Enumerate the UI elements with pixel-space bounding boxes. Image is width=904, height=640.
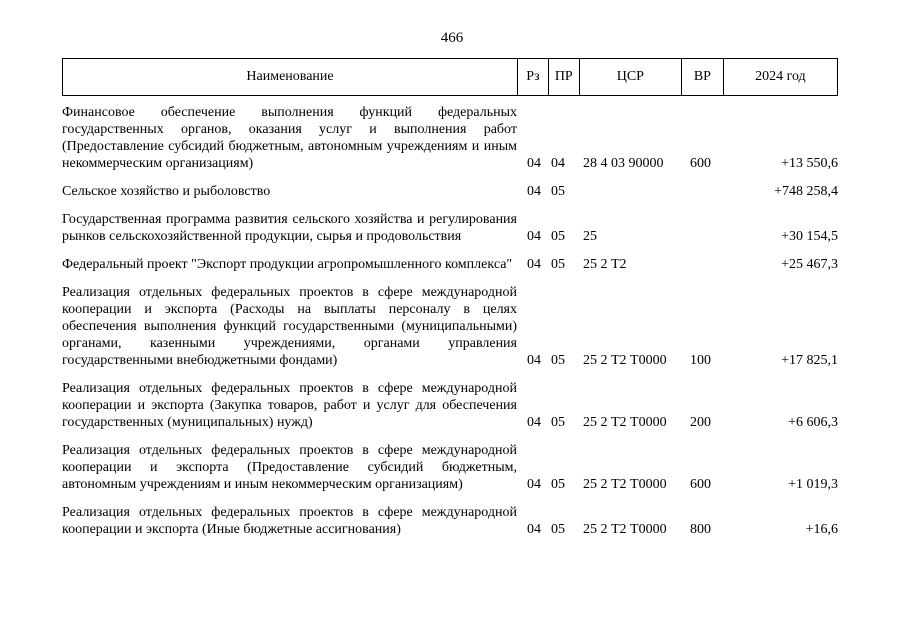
header-rz: Рз [517,59,548,95]
row-name: Реализация отдельных федеральных проектов в сфере международной кооперации и экспорта (Закупка товаров, работ и услуг для обеспечения государственных (муниципальных) нужд) [62,381,517,430]
header-vr: ВР [681,59,723,95]
row-rz: 04 [527,415,541,430]
row-name: Реализация отдельных федеральных проектов в сфере международной кооперации и экспорта (Расходы на выплаты персоналу в целях обеспечения выполнения функций государственными (муниципальными) органами, казенными учреждениями, органами управления государственными внебюджетными фондами) [62,285,517,368]
row-rz: 04 [527,184,541,199]
row-name: Федеральный проект "Экспорт продукции агропромышленного комплекса" [62,257,513,272]
row-pr: 05 [551,184,565,199]
row-pr: 05 [551,477,565,492]
page-number: 466 [440,30,464,46]
row-csr: 25 2 Т2 Т0000 [583,477,667,492]
row-rz: 04 [527,229,541,244]
row-amount: +16,6 [805,522,838,537]
row-amount: +6 606,3 [788,415,838,430]
row-name: Государственная программа развития сельского хозяйства и регулирования рынков сельскохозяйственной продукции, сырья и продовольствия [62,212,517,244]
header-year: 2024 год [723,59,837,95]
row-name: Реализация отдельных федеральных проектов в сфере международной кооперации и экспорта (Иные бюджетные ассигнования) [62,505,517,537]
row-csr: 25 2 Т2 Т0000 [583,415,667,430]
header-csr: ЦСР [579,59,681,95]
row-pr: 05 [551,257,565,272]
table-row [62,284,838,369]
row-pr: 04 [551,156,565,171]
row-amount: +17 825,1 [781,353,838,368]
row-csr: 25 2 Т2 [583,257,627,272]
row-csr: 28 4 03 90000 [583,156,664,171]
row-rz: 04 [527,156,541,171]
row-amount: +748 258,4 [774,184,838,199]
row-csr: 25 2 Т2 Т0000 [583,522,667,537]
row-amount: +30 154,5 [781,229,838,244]
row-csr: 25 [583,229,597,244]
table-row [62,104,838,172]
row-amount: +25 467,3 [781,257,838,272]
row-amount: +13 550,6 [781,156,838,171]
row-rz: 04 [527,477,541,492]
row-pr: 05 [551,353,565,368]
row-vr: 800 [690,522,711,537]
table-row [62,380,838,431]
table-row [62,504,838,538]
row-name: Сельское хозяйство и рыболовство [62,184,271,199]
table-row [62,442,838,493]
table-header [62,58,838,96]
row-rz: 04 [527,257,541,272]
row-vr: 600 [690,156,711,171]
table-row [62,211,838,245]
row-name: Реализация отдельных федеральных проектов в сфере международной кооперации и экспорта (Предоставление субсидий бюджетным, автономным учреждениям и иным некоммерческим организациям) [62,443,517,492]
header-pr: ПР [548,59,579,95]
row-vr: 100 [690,353,711,368]
row-rz: 04 [527,353,541,368]
row-pr: 05 [551,229,565,244]
table-row [62,256,838,273]
header-name: Наименование [246,69,334,84]
row-rz: 04 [527,522,541,537]
row-vr: 600 [690,477,711,492]
row-pr: 05 [551,522,565,537]
row-name: Финансовое обеспечение выполнения функций федеральных государственных органов, оказания услуг и выполнения работ (Предоставление субсидий бюджетным, автономным учреждениям и иным некоммерческим организациям) [62,105,517,171]
table-body [62,104,838,549]
row-csr: 25 2 Т2 Т0000 [583,353,667,368]
row-pr: 05 [551,415,565,430]
row-amount: +1 019,3 [788,477,838,492]
table-row [62,183,838,200]
row-vr: 200 [690,415,711,430]
